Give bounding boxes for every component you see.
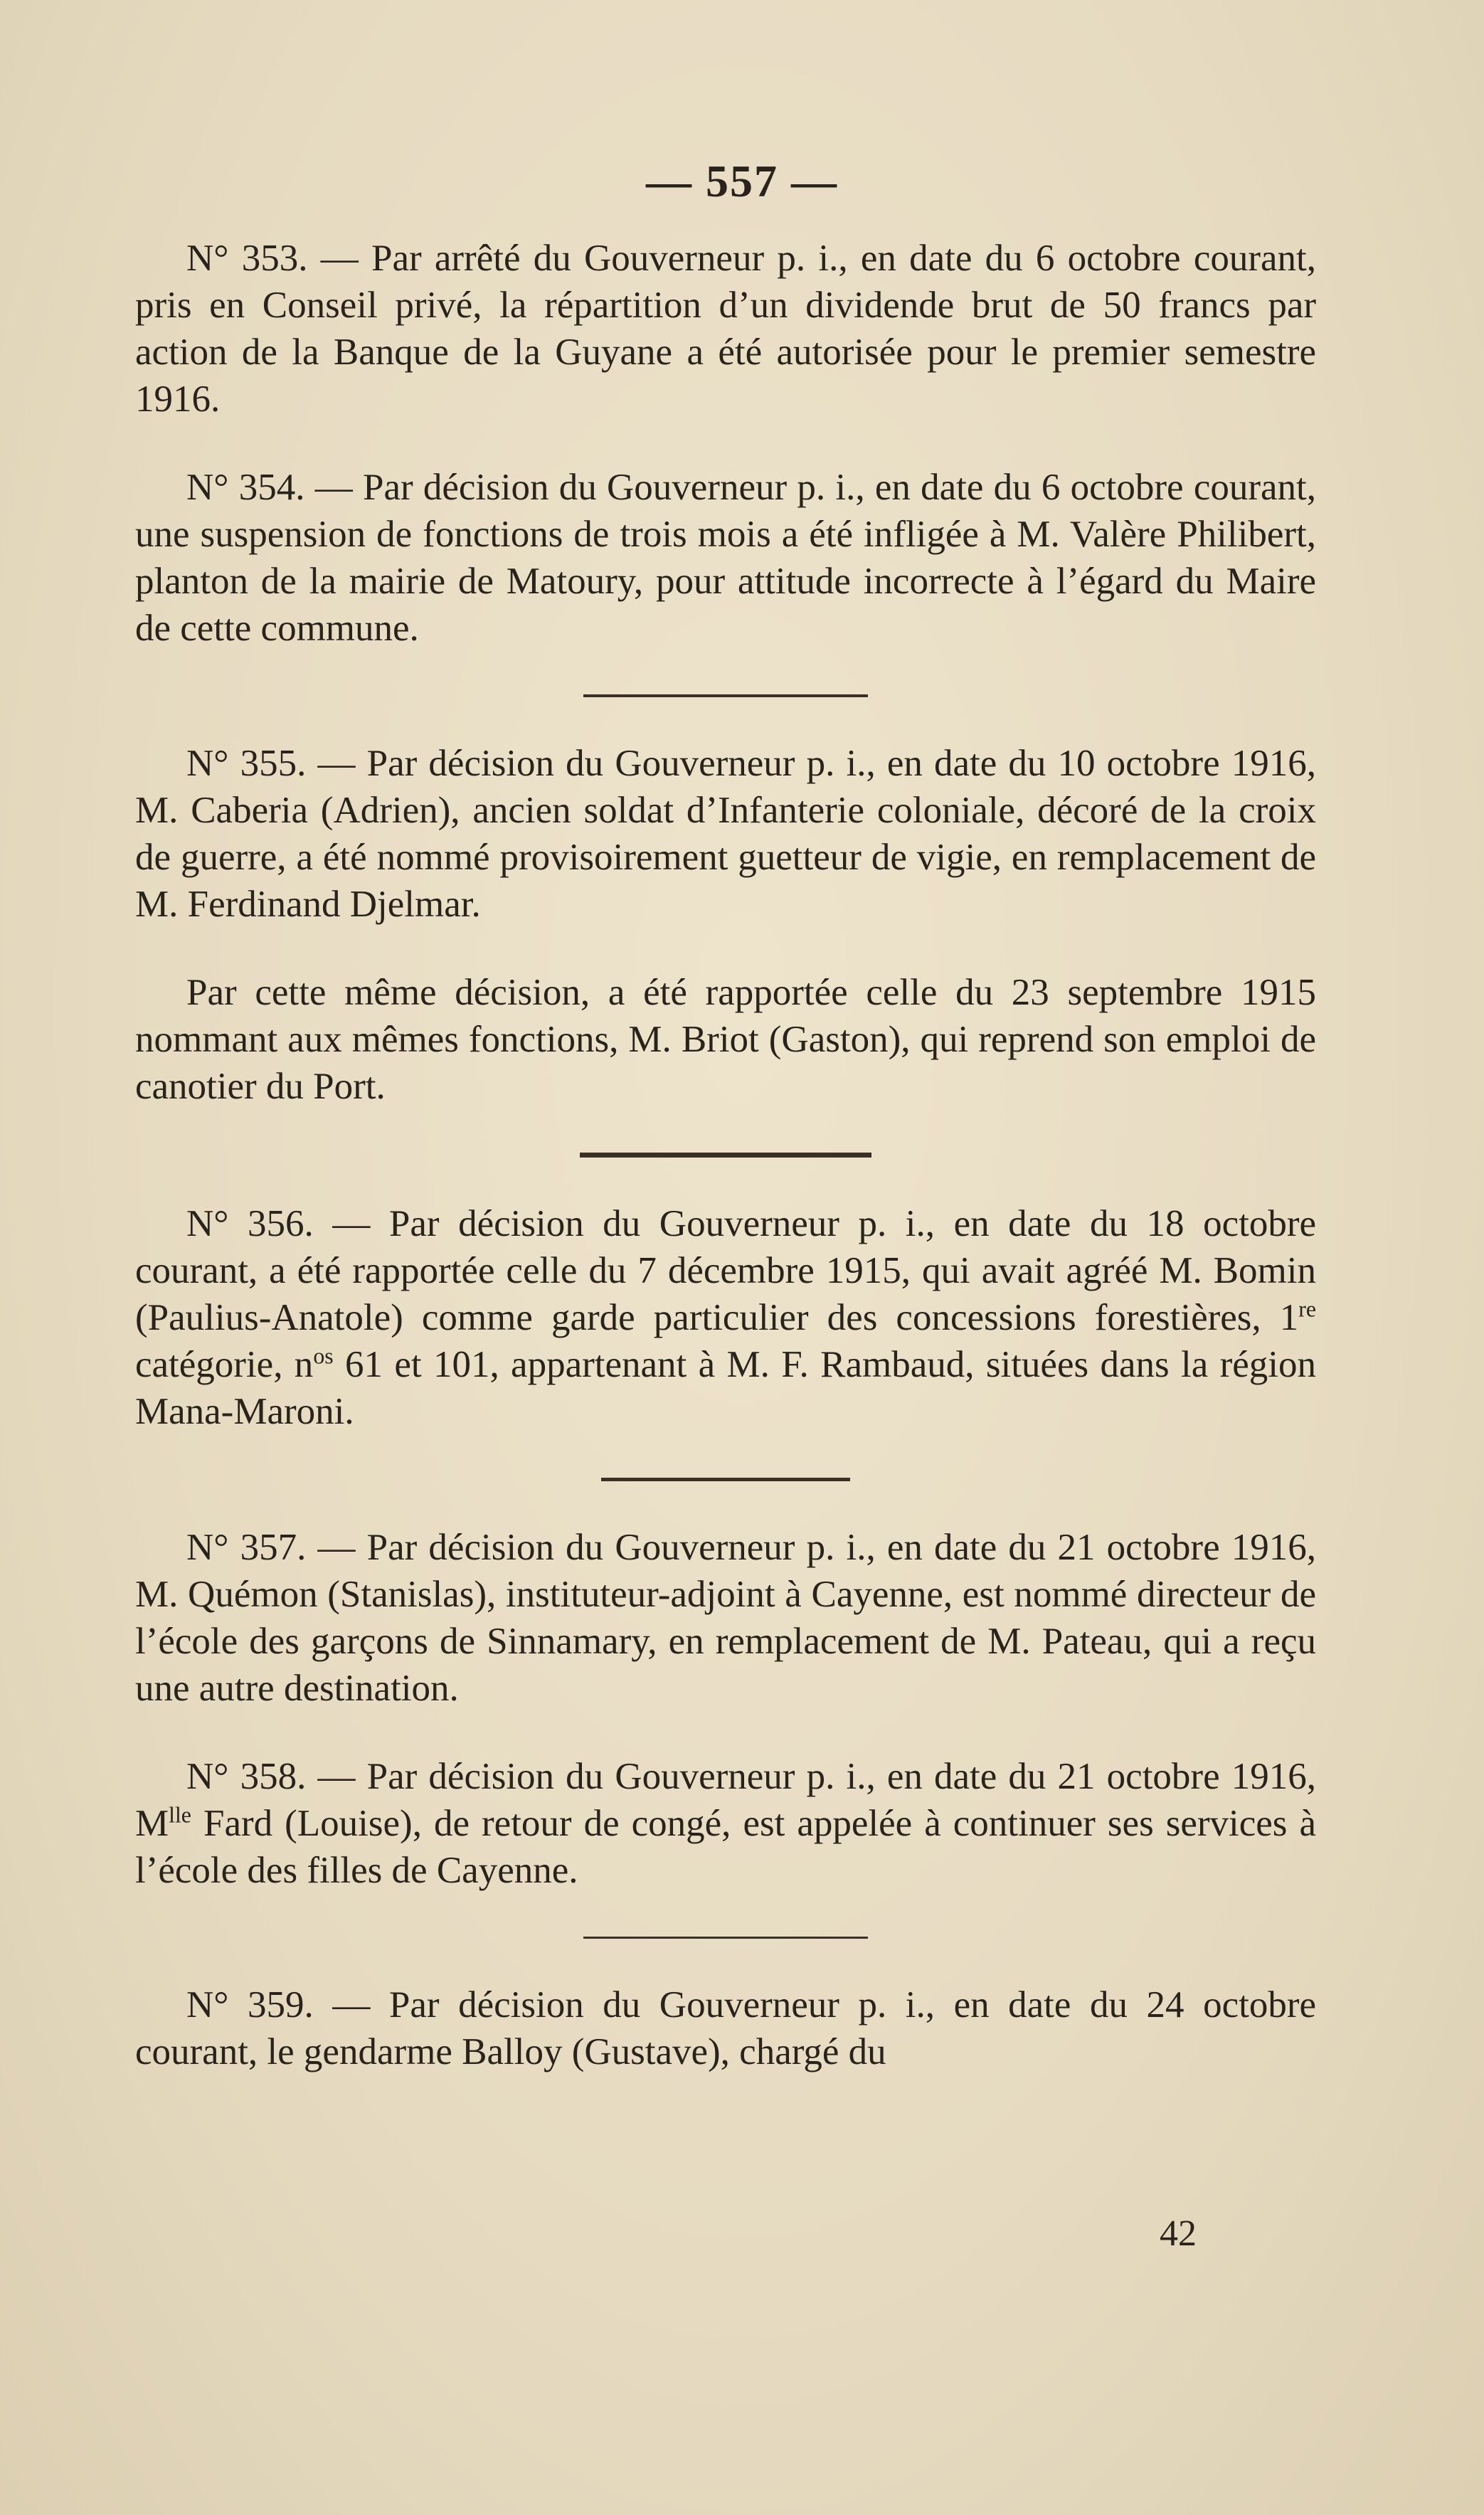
sheet-number: 42	[1160, 2213, 1197, 2254]
paragraph-353: N° 353. — Par arrêté du Gouverneur p. i., en date du 6 octobre courant, pris en Conseil privé, la répartition d’un dividende brut de 50 francs par action de la Banque de la Guyane a été autorisée pour le premier semestre 1916.	[135, 238, 1316, 420]
page-content	[135, 235, 1316, 2075]
paragraph-355-continuation: Par cette même décision, a été rapportée celle du 23 septembre 1915 nommant aux mêmes fonctions, M. Briot (Gaston), qui reprend son emploi de canotier du Port.	[135, 972, 1316, 1107]
paragraph-357: N° 357. — Par décision du Gouverneur p. i., en date du 21 octobre 1916, M. Quémon (Stanislas), instituteur-adjoint à Cayenne, est nommé directeur de l’école des garçons de Sinnamary, en remplacement de M. Pateau, qui a reçu une autre destination.	[135, 1527, 1316, 1709]
paragraph-354: N° 354. — Par décision du Gouverneur p. i., en date du 6 octobre courant, une suspension de fonctions de trois mois a été infligée à M. Valère Philibert, planton de la mairie de Matoury, pour attitude incorrecte à l’égard du Maire de cette commune.	[135, 467, 1316, 649]
paragraph-359: N° 359. — Par décision du Gouverneur p. i., en date du 24 octobre courant, le gendarme Balloy (Gustave), chargé du	[135, 1984, 1316, 2072]
paragraph-358: N° 358. — Par décision du Gouverneur p. i., en date du 21 octobre 1916, $M^{lle}$ Fard (Louise), de retour de congé, est appelée à continuer ses services à l’école des filles de Cayenne.	[135, 1756, 1316, 1891]
paragraph-356: N° 356. — Par décision du Gouverneur p. i., en date du 18 octobre courant, a été rapportée celle du 7 décembre 1915, qui avait agréé M. Bomin (Paulius-Anatole) comme garde particulier des concessions forestières, 1re catégorie, $n^{os}$ 61 et 101, appartenant à M. F. Rambaud, situées dans la région Mana-Maroni.	[135, 1203, 1316, 1432]
section-divider	[580, 1153, 871, 1158]
paragraph-355: N° 355. — Par décision du Gouverneur p. i., en date du 10 octobre 1916, M. Caberia (Adrien), ancien soldat d’Infanterie coloniale, décoré de la croix de guerre, a été nommé provisoirement guetteur de vigie, en remplacement de M. Ferdinand Djelmar.	[135, 743, 1316, 925]
page-number: — 557 —	[646, 156, 838, 206]
